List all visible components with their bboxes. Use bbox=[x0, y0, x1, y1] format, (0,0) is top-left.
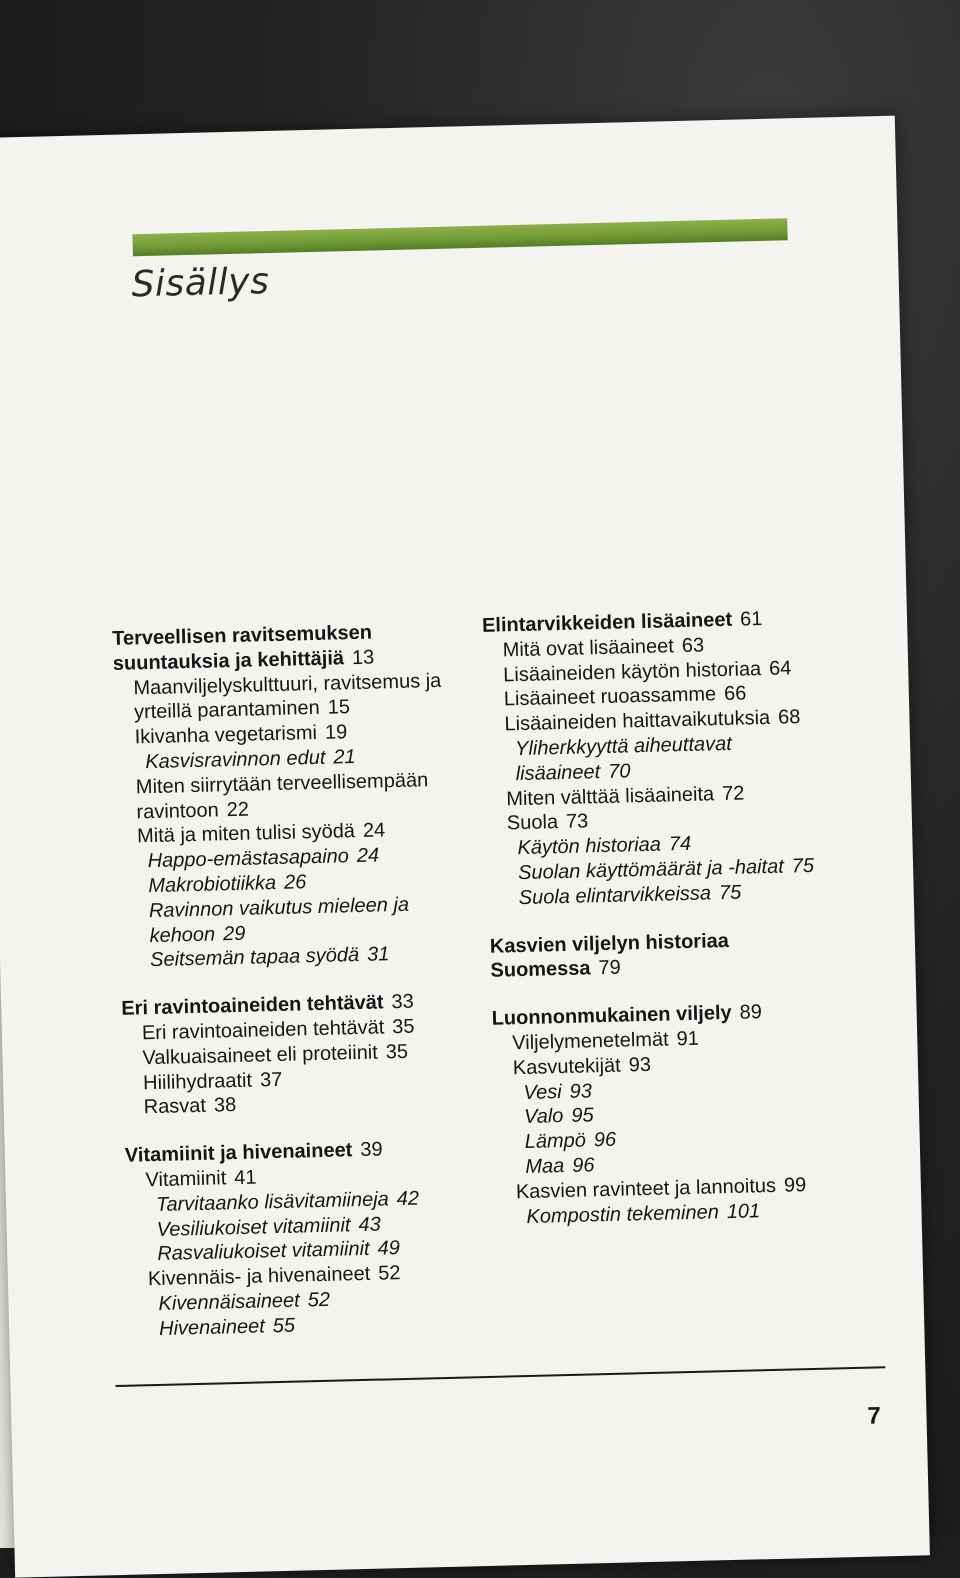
page-title: Sisällys bbox=[131, 260, 270, 306]
toc-entry-text: Kivennäis- ja hivenaineet bbox=[147, 1262, 371, 1291]
toc-entry-text: Kivennäisaineet bbox=[158, 1289, 300, 1315]
toc-entry-text: Lisäaineet ruoassamme bbox=[503, 683, 717, 711]
toc-page-number: 13 bbox=[351, 646, 375, 669]
toc-entry-text: Rasvat bbox=[143, 1095, 207, 1119]
toc-heading-text: Kasvien viljelyn historiaa Suomessa bbox=[489, 929, 730, 983]
toc-entry-text: Seitsemän tapaa syödä bbox=[149, 944, 360, 972]
toc-section bbox=[112, 618, 480, 974]
toc-heading-text: Elintarvikkeiden lisäaineet bbox=[481, 608, 733, 637]
toc-page-number: 72 bbox=[721, 782, 745, 805]
toc-section bbox=[491, 998, 856, 1230]
toc-entry-text: Viljelymenetelmät bbox=[512, 1028, 669, 1055]
toc-page-number: 24 bbox=[356, 844, 380, 868]
toc-entry-text: Suolan käyttömäärät ja -haitat bbox=[517, 855, 785, 885]
toc-page-number: 73 bbox=[565, 810, 589, 834]
toc-page-number: 101 bbox=[726, 1199, 761, 1223]
toc-entry-text: Kompostin tekeminen bbox=[526, 1200, 720, 1228]
toc-page-number: 33 bbox=[391, 990, 415, 1014]
toc-page-number: 95 bbox=[571, 1104, 594, 1128]
toc-entry bbox=[119, 891, 480, 949]
toc-entry-text: Eri ravintoaineiden tehtävät bbox=[141, 1016, 385, 1045]
toc-entry-text: Lämpö bbox=[524, 1129, 587, 1154]
toc-page-number: 66 bbox=[723, 682, 747, 706]
toc-page-number: 24 bbox=[362, 819, 386, 843]
toc-page-number: 52 bbox=[307, 1288, 331, 1312]
toc-page-number: 22 bbox=[226, 798, 250, 821]
toc-section bbox=[125, 1135, 490, 1342]
page-number: 7 bbox=[867, 1402, 882, 1430]
toc-page-number: 70 bbox=[607, 760, 631, 783]
toc-heading-text: Terveellisen ravitsemuksen suuntauksia ja kehittäjiä bbox=[112, 621, 373, 675]
toc-page-number: 29 bbox=[222, 922, 246, 945]
toc-page-number: 37 bbox=[259, 1068, 283, 1091]
toc-heading-text: Luonnonmukainen viljely bbox=[491, 1002, 732, 1030]
toc-page-number: 21 bbox=[333, 745, 356, 769]
toc-page-number: 74 bbox=[668, 833, 692, 856]
toc-page-number: 35 bbox=[391, 1015, 415, 1039]
toc-section bbox=[490, 926, 851, 984]
toc-entry-text: Tarvitaanko lisävitamiineja bbox=[155, 1188, 390, 1216]
toc-page-number: 93 bbox=[628, 1053, 652, 1077]
toc-page-number: 41 bbox=[233, 1166, 257, 1190]
toc-page-number: 68 bbox=[777, 706, 801, 729]
toc-page-number: 63 bbox=[681, 634, 705, 657]
toc-page-number: 75 bbox=[718, 881, 742, 904]
toc-section bbox=[121, 988, 484, 1121]
toc-entry-text: Ikivanha vegetarismi bbox=[134, 722, 318, 749]
toc-entry-text: Rasvaliukoiset vitamiinit bbox=[157, 1238, 370, 1266]
toc-page-number: 64 bbox=[768, 656, 792, 680]
book-page bbox=[0, 116, 930, 1578]
toc-page-number: 96 bbox=[593, 1128, 617, 1152]
toc-section-heading bbox=[112, 618, 473, 676]
footer-rule bbox=[116, 1366, 886, 1387]
toc-right-column bbox=[482, 605, 858, 1253]
toc-page-number: 75 bbox=[791, 854, 815, 878]
toc-heading-text: Vitamiinit ja hivenaineet bbox=[124, 1139, 353, 1167]
toc-page-number: 93 bbox=[569, 1079, 593, 1103]
toc-page-number: 19 bbox=[324, 721, 348, 744]
toc-entry-text: Miten siirrytään terveellisempään ravintoon bbox=[135, 769, 429, 823]
toc-page-number: 96 bbox=[571, 1154, 595, 1177]
toc-page-number: 89 bbox=[739, 1001, 763, 1024]
toc-entry-text: Makrobiotiikka bbox=[148, 871, 277, 898]
toc-page-number: 91 bbox=[676, 1027, 700, 1051]
toc-entry-text: Valkuaisaineet eli proteiinit bbox=[142, 1041, 379, 1070]
toc-entry-text: Lisäaineiden käytön historiaa bbox=[503, 657, 762, 686]
toc-entry-text: Kasvien ravinteet ja lannoitus bbox=[515, 1174, 777, 1203]
toc-entry-text: Vesiliukoiset vitamiinit bbox=[156, 1213, 351, 1241]
toc-page-number: 49 bbox=[377, 1237, 401, 1260]
toc-page-number: 52 bbox=[377, 1262, 401, 1285]
toc-entry bbox=[116, 767, 477, 825]
toc-entry-text: Happo-emästasapaino bbox=[147, 845, 350, 873]
accent-bar bbox=[132, 218, 787, 256]
toc-page-number: 15 bbox=[327, 696, 351, 720]
toc-entry-text: Kasvutekijät bbox=[512, 1054, 621, 1080]
toc-entry-text: Lisäaineiden haittavaikutuksia bbox=[504, 707, 771, 736]
toc-left-column bbox=[112, 618, 490, 1365]
toc-page-number: 79 bbox=[598, 956, 622, 980]
toc-page-number: 39 bbox=[360, 1138, 383, 1162]
toc-entry bbox=[113, 668, 474, 726]
toc-page-number: 38 bbox=[213, 1094, 237, 1117]
toc-entry-text: Suola bbox=[506, 811, 559, 835]
toc-entry-text: Maa bbox=[525, 1154, 565, 1178]
toc-page-number: 31 bbox=[366, 943, 390, 967]
toc-entry-text: Hiilihydraatit bbox=[142, 1069, 253, 1094]
toc-entry-text: Käytön historiaa bbox=[517, 833, 662, 860]
toc-entry-text: Kasvisravinnon edut bbox=[145, 746, 326, 774]
toc-entry-text: Ravinnon vaikutus mieleen ja kehoon bbox=[148, 893, 410, 947]
toc-entry-text: Mitä ovat lisäaineet bbox=[502, 635, 675, 662]
toc-heading-text: Eri ravintoaineiden tehtävät bbox=[121, 991, 384, 1020]
toc-entry-text: Maanviljelyskulttuuri, ravitsemus ja yrteillä parantaminen bbox=[133, 669, 442, 724]
toc-page-number: 99 bbox=[783, 1173, 807, 1197]
toc-entry-text: Yliherkkyyttä aiheuttavat lisäaineet bbox=[514, 732, 733, 785]
toc-section bbox=[482, 605, 849, 911]
toc-entry-text: Vesi bbox=[523, 1080, 562, 1104]
toc-page-number: 43 bbox=[358, 1213, 381, 1236]
toc-entry-text: Vitamiinit bbox=[145, 1167, 227, 1192]
toc-page-number: 61 bbox=[739, 608, 763, 631]
toc-entry-text: Suola elintarvikkeissa bbox=[518, 882, 712, 909]
toc-section-heading bbox=[490, 926, 851, 984]
toc-entry-text: Miten välttää lisäaineita bbox=[506, 782, 715, 810]
toc-page-number: 55 bbox=[272, 1314, 296, 1337]
toc-entry-text: Valo bbox=[523, 1105, 564, 1129]
toc-page-number: 42 bbox=[396, 1187, 420, 1210]
toc-entry-text: Mitä ja miten tulisi syödä bbox=[136, 820, 356, 848]
toc-page-number: 35 bbox=[385, 1040, 409, 1064]
toc-entry-text: Hivenaineet bbox=[158, 1315, 266, 1340]
toc-page-number: 26 bbox=[283, 871, 307, 894]
toc-entry bbox=[485, 729, 846, 787]
